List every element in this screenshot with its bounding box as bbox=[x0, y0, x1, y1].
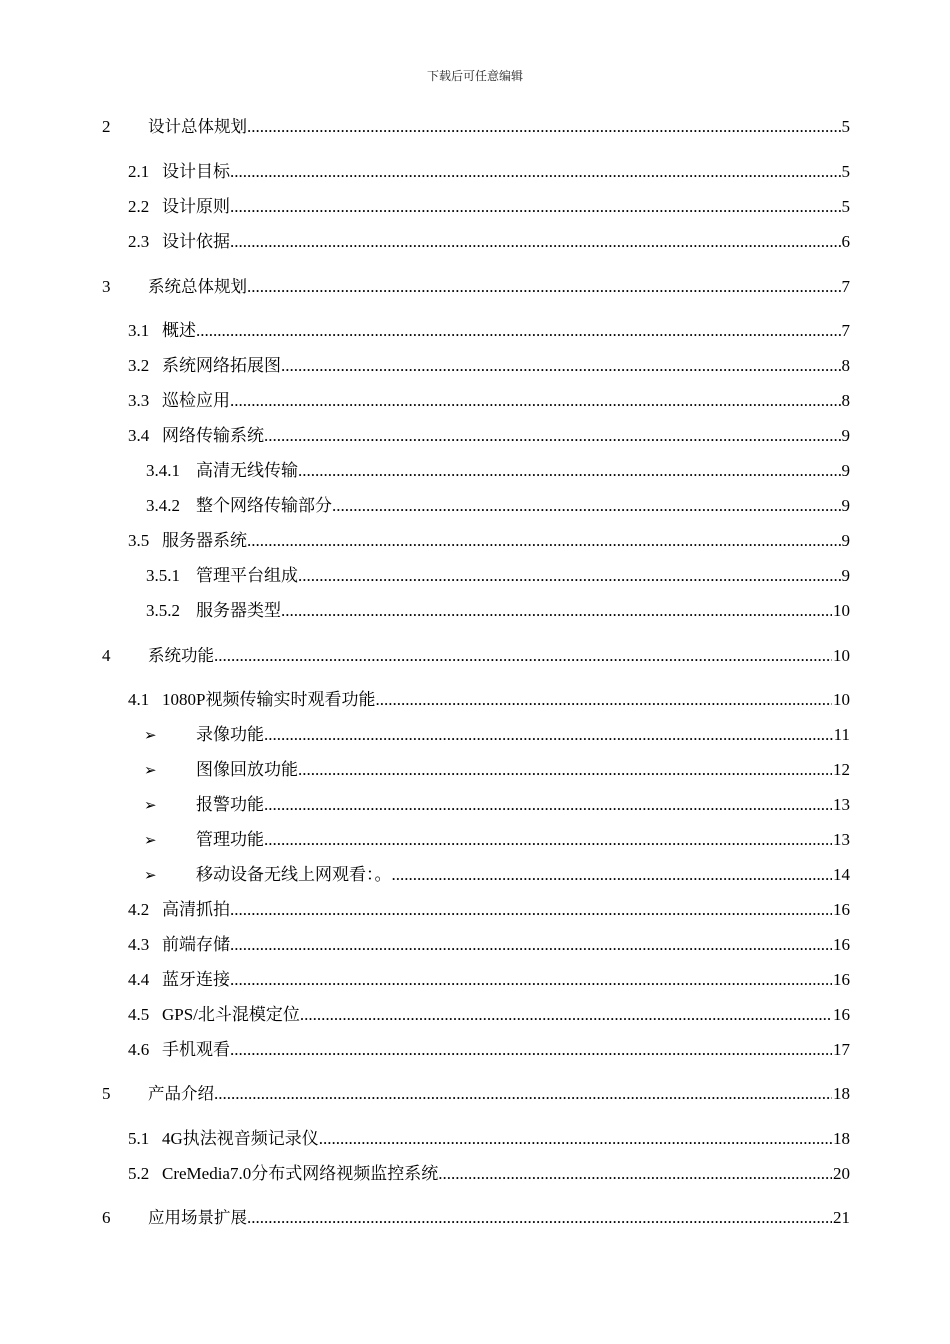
toc-leader-dots bbox=[264, 827, 832, 853]
toc-leader-dots bbox=[332, 493, 841, 519]
toc-entry-number: 4.2 bbox=[128, 900, 150, 919]
toc-entry[interactable] bbox=[0, 318, 950, 344]
toc-entry-title: 管理平台组成 bbox=[196, 566, 298, 585]
toc-entry-number: 3.5.2 bbox=[146, 601, 180, 620]
toc-leader-dots bbox=[298, 757, 832, 783]
toc-entry-body bbox=[196, 792, 850, 818]
toc-leader-dots bbox=[230, 897, 832, 923]
toc-entry-body bbox=[162, 1161, 850, 1187]
toc-entry[interactable] bbox=[0, 458, 950, 484]
toc-entry[interactable] bbox=[0, 598, 950, 624]
toc-entry-title: 4G执法视音频记录仪 bbox=[162, 1129, 319, 1148]
toc-entry-body bbox=[162, 528, 850, 554]
toc-entry-body bbox=[162, 897, 850, 923]
toc-leader-dots bbox=[264, 792, 832, 818]
toc-entry[interactable] bbox=[0, 897, 950, 923]
toc-entry-body bbox=[162, 318, 850, 344]
toc-entry[interactable] bbox=[0, 194, 950, 220]
toc-entry-number: 3.1 bbox=[128, 321, 150, 340]
toc-entry-title: 系统功能 bbox=[148, 646, 214, 665]
toc-entry-title: 设计依据 bbox=[162, 232, 230, 251]
toc-entry-page: 5 bbox=[841, 117, 850, 136]
toc-leader-dots bbox=[230, 229, 841, 255]
toc-entry-page: 18 bbox=[833, 1084, 850, 1103]
toc-entry-body bbox=[162, 194, 850, 220]
toc-entry-page: 13 bbox=[833, 830, 850, 849]
toc-leader-dots bbox=[230, 388, 841, 414]
toc-entry[interactable] bbox=[0, 274, 950, 300]
toc-entry-body bbox=[162, 1002, 850, 1028]
toc-entry-number: 2.2 bbox=[128, 197, 150, 216]
toc-entry-title: 网络传输系统 bbox=[162, 426, 264, 445]
toc-leader-dots bbox=[438, 1161, 832, 1187]
toc-leader-dots bbox=[300, 1002, 832, 1028]
toc-entry-page: 9 bbox=[841, 496, 850, 515]
toc-entry-page: 7 bbox=[841, 277, 850, 296]
toc-leader-dots bbox=[392, 862, 833, 888]
toc-entry-number: 4.4 bbox=[128, 970, 150, 989]
toc-entry[interactable] bbox=[0, 388, 950, 414]
toc-entry-title: 概述 bbox=[162, 321, 196, 340]
toc-entry[interactable] bbox=[0, 1002, 950, 1028]
toc-entry-body bbox=[196, 757, 850, 783]
toc-leader-dots bbox=[319, 1126, 832, 1152]
toc-entry[interactable] bbox=[0, 932, 950, 958]
toc-entry-body bbox=[196, 827, 850, 853]
toc-entry-title: 设计原则 bbox=[162, 197, 230, 216]
toc-entry-title: 录像功能 bbox=[196, 725, 264, 744]
toc-leader-dots bbox=[247, 528, 841, 554]
toc-entry-body bbox=[148, 643, 850, 669]
toc-entry-title: CreMedia7.0分布式网络视频监控系统 bbox=[162, 1164, 439, 1183]
toc-entry-body bbox=[148, 274, 850, 300]
toc-entry[interactable] bbox=[0, 353, 950, 379]
toc-leader-dots bbox=[247, 274, 841, 300]
toc-entry-page: 16 bbox=[833, 1005, 850, 1024]
toc-entry-body bbox=[162, 159, 850, 185]
toc-entry-body bbox=[162, 388, 850, 414]
toc-entry-title: 应用场景扩展 bbox=[148, 1208, 247, 1227]
toc-leader-dots bbox=[214, 643, 832, 669]
toc-entry-title: 管理功能 bbox=[196, 830, 264, 849]
toc-entry-title: 图像回放功能 bbox=[196, 760, 298, 779]
toc-entry-page: 16 bbox=[833, 935, 850, 954]
toc-entry-number: 2.3 bbox=[128, 232, 150, 251]
toc-entry[interactable] bbox=[0, 967, 950, 993]
toc-entry-page: 7 bbox=[841, 321, 850, 340]
toc-entry[interactable] bbox=[0, 1205, 950, 1231]
toc-entry-title: 服务器类型 bbox=[196, 601, 281, 620]
toc-leader-dots bbox=[281, 353, 841, 379]
toc-entry[interactable] bbox=[0, 563, 950, 589]
toc-bullet-icon: ➢ bbox=[144, 866, 157, 884]
toc-entry-page: 5 bbox=[841, 197, 850, 216]
toc-leader-dots bbox=[196, 318, 841, 344]
toc-entry-page: 14 bbox=[833, 865, 850, 884]
toc-entry-page: 8 bbox=[841, 356, 850, 375]
toc-bullet-icon: ➢ bbox=[144, 796, 157, 814]
toc-leader-dots bbox=[230, 967, 832, 993]
toc-leader-dots bbox=[298, 563, 841, 589]
toc-entry-page: 17 bbox=[833, 1040, 850, 1059]
toc-bullet-icon: ➢ bbox=[144, 726, 157, 744]
toc-bullet-icon: ➢ bbox=[144, 831, 157, 849]
toc-entry-title: 巡检应用 bbox=[162, 391, 230, 410]
toc-entry-number: 3.5.1 bbox=[146, 566, 180, 585]
toc-leader-dots bbox=[230, 932, 832, 958]
toc-entry-body bbox=[162, 967, 850, 993]
toc-entry-number: 3.4 bbox=[128, 426, 150, 445]
toc-entry-number: 3.2 bbox=[128, 356, 150, 375]
toc-entry-number: 3.4.2 bbox=[146, 496, 180, 515]
toc-entry-title: 前端存储 bbox=[162, 935, 230, 954]
toc-entry[interactable] bbox=[0, 229, 950, 255]
toc-entry-body bbox=[162, 229, 850, 255]
toc-entry[interactable] bbox=[0, 862, 950, 888]
toc-entry-title: 高清无线传输 bbox=[196, 461, 298, 480]
toc-entry-number: 3.3 bbox=[128, 391, 150, 410]
toc-entry[interactable] bbox=[0, 687, 950, 713]
toc-entry-body bbox=[196, 722, 850, 748]
toc-entry[interactable] bbox=[0, 757, 950, 783]
toc-entry-title: 整个网络传输部分 bbox=[196, 496, 332, 515]
toc-entry-page: 6 bbox=[841, 232, 850, 251]
toc-entry[interactable] bbox=[0, 722, 950, 748]
toc-entry[interactable] bbox=[0, 792, 950, 818]
toc-leader-dots bbox=[264, 423, 841, 449]
toc-entry-page: 9 bbox=[841, 426, 850, 445]
toc-entry-title: 1080P视频传输实时观看功能 bbox=[162, 690, 376, 709]
toc-entry[interactable] bbox=[0, 1081, 950, 1107]
toc-entry[interactable] bbox=[0, 159, 950, 185]
toc-entry[interactable] bbox=[0, 643, 950, 669]
toc-entry-title: 设计总体规划 bbox=[148, 117, 247, 136]
toc-entry-body bbox=[162, 932, 850, 958]
toc-entry-page: 20 bbox=[833, 1164, 850, 1183]
toc-entry-body bbox=[196, 862, 850, 888]
toc-entry-body bbox=[196, 458, 850, 484]
toc-entry-page: 13 bbox=[833, 795, 850, 814]
toc-leader-dots bbox=[281, 598, 832, 624]
toc-entry-title: GPS/北斗混模定位 bbox=[162, 1005, 300, 1024]
toc-entry-body bbox=[196, 493, 850, 519]
toc-entry[interactable] bbox=[0, 1126, 950, 1152]
toc-entry-page: 11 bbox=[833, 725, 850, 744]
toc-entry-body bbox=[162, 1037, 850, 1063]
toc-entry-title: 蓝牙连接 bbox=[162, 970, 230, 989]
toc-bullet-icon: ➢ bbox=[144, 761, 157, 779]
toc-entry-page: 9 bbox=[841, 531, 850, 550]
toc-entry-number: 5.2 bbox=[128, 1164, 150, 1183]
toc-entry[interactable] bbox=[0, 423, 950, 449]
toc-entry-title: 移动设备无线上网观看：。 bbox=[196, 865, 392, 884]
toc-entry-number: 3 bbox=[102, 277, 111, 296]
toc-leader-dots bbox=[298, 458, 841, 484]
toc-entry-page: 10 bbox=[833, 601, 850, 620]
toc-entry-title: 服务器系统 bbox=[162, 531, 247, 550]
page-header: 下载后可任意编辑 bbox=[426, 69, 523, 83]
toc-entry-page: 10 bbox=[833, 646, 850, 665]
toc-entry-body bbox=[196, 598, 850, 624]
toc-entry-title: 设计目标 bbox=[162, 162, 230, 181]
toc-entry-number: 4.5 bbox=[128, 1005, 150, 1024]
toc-entry-number: 4.6 bbox=[128, 1040, 150, 1059]
toc-entry-page: 9 bbox=[841, 566, 850, 585]
toc-entry-page: 5 bbox=[841, 162, 850, 181]
toc-entry-number: 4.1 bbox=[128, 690, 150, 709]
toc-entry-number: 3.5 bbox=[128, 531, 150, 550]
toc-entry-number: 4 bbox=[102, 646, 111, 665]
toc-entry-title: 系统网络拓展图 bbox=[162, 356, 281, 375]
toc-leader-dots bbox=[375, 687, 832, 713]
toc-entry-page: 16 bbox=[833, 970, 850, 989]
toc-entry-page: 10 bbox=[833, 690, 850, 709]
toc-entry-page: 18 bbox=[833, 1129, 850, 1148]
toc-leader-dots bbox=[230, 194, 841, 220]
toc-entry[interactable] bbox=[0, 528, 950, 554]
toc-entry[interactable] bbox=[0, 1037, 950, 1063]
toc-entry-number: 5.1 bbox=[128, 1129, 150, 1148]
toc-entry-body bbox=[148, 1205, 850, 1231]
toc-entry-page: 21 bbox=[833, 1208, 850, 1227]
toc-entry-number: 4.3 bbox=[128, 935, 150, 954]
toc-entry[interactable] bbox=[0, 1161, 950, 1187]
toc-entry-body bbox=[162, 353, 850, 379]
toc-leader-dots bbox=[247, 114, 841, 140]
toc-entry-title: 系统总体规划 bbox=[148, 277, 247, 296]
toc-leader-dots bbox=[230, 1037, 832, 1063]
toc-entry-body bbox=[148, 1081, 850, 1107]
toc-entry-title: 手机观看 bbox=[162, 1040, 230, 1059]
toc-entry-title: 产品介绍 bbox=[148, 1084, 214, 1103]
toc-entry-number: 3.4.1 bbox=[146, 461, 180, 480]
toc-entry-number: 2 bbox=[102, 117, 111, 136]
toc-entry-body bbox=[162, 423, 850, 449]
toc-entry-body bbox=[196, 563, 850, 589]
toc-leader-dots bbox=[214, 1081, 832, 1107]
toc-entry-title: 高清抓拍 bbox=[162, 900, 230, 919]
toc-entry-number: 6 bbox=[102, 1208, 111, 1227]
toc-entry[interactable] bbox=[0, 114, 950, 140]
toc-entry-body bbox=[162, 1126, 850, 1152]
toc-leader-dots bbox=[230, 159, 841, 185]
toc-entry-page: 16 bbox=[833, 900, 850, 919]
toc-leader-dots bbox=[247, 1205, 832, 1231]
toc-entry-title: 报警功能 bbox=[196, 795, 264, 814]
toc-entry-body bbox=[162, 687, 850, 713]
toc-entry-number: 2.1 bbox=[128, 162, 150, 181]
toc-leader-dots bbox=[264, 722, 833, 748]
toc-entry-page: 9 bbox=[841, 461, 850, 480]
toc-entry[interactable] bbox=[0, 827, 950, 853]
toc-entry-number: 5 bbox=[102, 1084, 111, 1103]
toc-entry-page: 8 bbox=[841, 391, 850, 410]
toc-entry[interactable] bbox=[0, 493, 950, 519]
toc-entry-page: 12 bbox=[833, 760, 850, 779]
toc-entry-body bbox=[148, 114, 850, 140]
